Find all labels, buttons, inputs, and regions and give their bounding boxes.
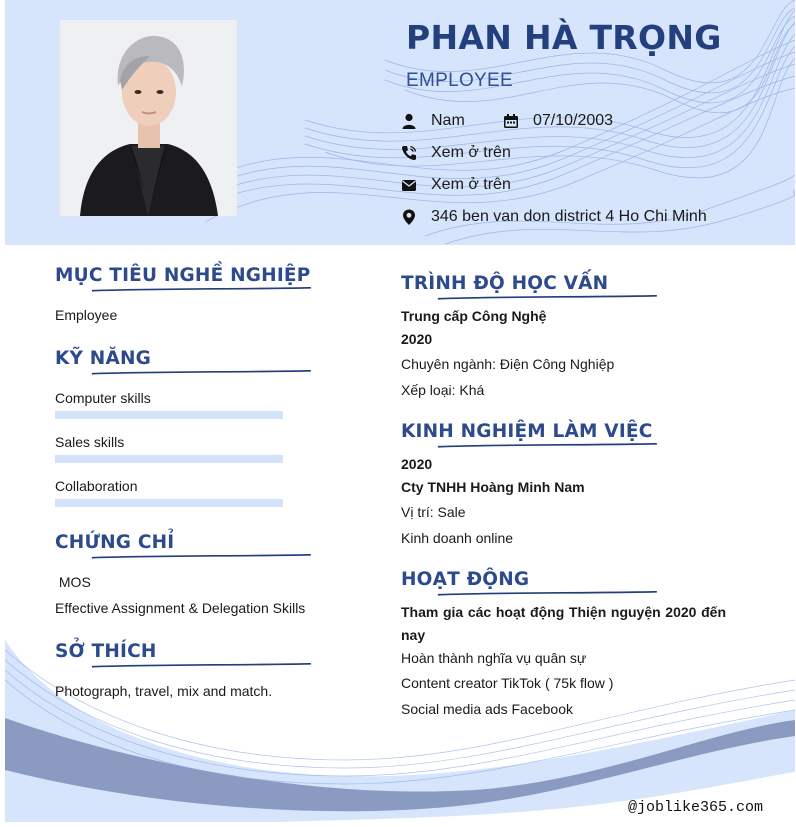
skills-title: KỸ NĂNG	[55, 348, 152, 369]
map-pin-icon	[401, 209, 417, 225]
address-row	[401, 208, 707, 226]
phone-icon	[401, 145, 417, 161]
education-major: Chuyên ngành: Điện Công Nghiệp	[401, 356, 615, 372]
candidate-role: EMPLOYEE	[406, 70, 513, 91]
experience-year: 2020	[401, 456, 433, 472]
activity-item: Hoàn thành nghĩa vụ quân sự	[401, 650, 587, 666]
education-title: TRÌNH ĐỘ HỌC VẤN	[401, 273, 609, 294]
objective-underline	[55, 287, 350, 293]
birthdate-row	[503, 112, 613, 130]
experience-underline	[401, 443, 696, 449]
user-icon	[401, 113, 417, 129]
gender-row	[401, 112, 465, 130]
address-value: 346 ben van don district 4 Ho Chi Minh	[431, 208, 707, 225]
activity-item: Content creator TikTok ( 75k flow )	[401, 675, 614, 691]
skill-bar-fill	[55, 455, 283, 463]
certificate-item: MOS	[55, 574, 91, 590]
experience-title: KINH NGHIỆM LÀM VIỆC	[401, 421, 653, 442]
email-value: Xem ở trên	[431, 176, 511, 193]
education-year: 2020	[401, 331, 433, 347]
education-grade: Xếp loại: Khá	[401, 382, 485, 398]
skill-label: Sales skills	[55, 434, 125, 450]
activities-title: HOẠT ĐỘNG	[401, 569, 530, 590]
skill-label: Collaboration	[55, 478, 138, 494]
objective-title: MỤC TIÊU NGHỀ NGHIỆP	[55, 265, 311, 286]
skill-bar-fill	[55, 411, 283, 419]
skills-underline	[55, 370, 350, 376]
email-row	[401, 176, 511, 194]
profile-photo	[60, 20, 237, 216]
certificates-title: CHỨNG CHỈ	[55, 532, 175, 553]
activities-heading-line2: nay	[401, 627, 426, 643]
birthdate-value: 07/10/2003	[533, 112, 614, 129]
activity-item: Social media ads Facebook	[401, 701, 573, 717]
objective-text: Employee	[55, 307, 118, 323]
education-underline	[401, 295, 696, 301]
watermark-text: @joblike365.com	[628, 799, 764, 816]
skill-bar-fill	[55, 499, 283, 507]
certificate-item: Effective Assignment & Delegation Skills	[55, 600, 306, 616]
header-banner	[5, 0, 795, 245]
experience-position: Vị trí: Sale	[401, 504, 466, 520]
skill-bar	[55, 411, 283, 419]
activities-underline	[401, 591, 696, 597]
bottom-border	[0, 822, 796, 827]
hobbies-underline	[55, 663, 350, 669]
experience-description: Kinh doanh online	[401, 530, 514, 546]
calendar-icon	[503, 113, 519, 129]
skill-bar	[55, 499, 283, 507]
activities-heading-line1: Tham gia các hoạt động Thiện nguyện 2020 đến	[401, 604, 726, 620]
skill-bar	[55, 455, 283, 463]
education-school: Trung cấp Công Nghệ	[401, 308, 547, 324]
certificates-underline	[55, 554, 350, 560]
experience-company: Cty TNHH Hoàng Minh Nam	[401, 479, 585, 495]
gender-value: Nam	[431, 112, 465, 129]
envelope-icon	[401, 177, 417, 193]
candidate-name: PHAN HÀ TRỌNG	[406, 18, 722, 57]
hobbies-title: SỞ THÍCH	[55, 641, 157, 662]
phone-row	[401, 144, 511, 162]
phone-value: Xem ở trên	[431, 144, 511, 161]
hobbies-text: Photograph, travel, mix and match.	[55, 683, 273, 699]
skill-label: Computer skills	[55, 390, 151, 406]
